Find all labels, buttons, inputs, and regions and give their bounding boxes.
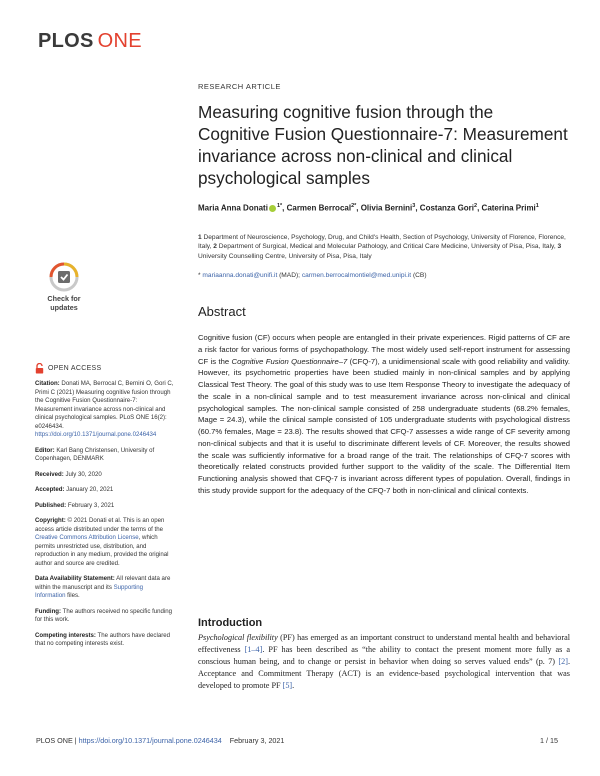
email-link[interactable]: mariaanna.donati@unifi.it (202, 272, 278, 279)
author-name[interactable]: Maria Anna Donati (198, 203, 268, 213)
footer-separator: | (72, 736, 79, 745)
data-availability-label: Data Availability Statement: (35, 575, 115, 582)
affiliation-text: Department of Surgical, Medical and Molecular Pathology, and Critical Care Medicine, University of Pisa, Pisa, Italy, (216, 243, 558, 251)
open-access-text: OPEN ACCESS (48, 365, 102, 372)
footer-date: February 3, 2021 (221, 736, 285, 745)
data-availability-block (35, 575, 175, 601)
published-date: February 3, 2021 (66, 501, 115, 509)
competing-interests-block (35, 632, 175, 649)
accepted-label: Accepted: (35, 486, 65, 493)
reference-link[interactable]: [1–4] (244, 644, 263, 654)
article-type-label: RESEARCH ARTICLE (198, 82, 281, 91)
article-metadata-sidebar (35, 380, 175, 656)
funding-label: Funding: (35, 607, 62, 615)
author-name[interactable]: , Costanza Gori (415, 203, 475, 213)
abstract-text: (CFQ-7), a unidimensional scale with good reliability and validity. However, its psychometric properties have been studied mainly in non-clinical samples and by applying Classical Test Theory. The goal of this study was to use Item Response Theory to investigate the adequacy of the scale in a non-clinical sample and to test measurement invariance across non-clinical and clinical psychological samples. The non-clinical sample consisted of 258 undergraduate students (68.2% females, Mage = 24.3), while the clinical sample consisted of 105 undergraduate students with psychological distress (60.7% females, Mage = 23.8). The results showed that CFQ-7 assesses a wide range of CF severity among non-clinical subjects and that it is useful to discriminate different levels of CF. Moreover, the results showed the scale was sufficiently informative for a broad range of the trait. The relationships of CFQ-7 scores with theoretically related constructs provided further support to the validity of the scale. The Differential Item Functioning analysis showed that CFQ-7 is invariant across different types of population. Overall, findings in this study provide support for the adequacy of the CFQ-7 both in non-clinical and clinical contexts. (198, 356, 571, 495)
abstract-italic-text: Cognitive Fusion Questionnaire–7 (231, 356, 348, 366)
correspondence-star: * (198, 272, 203, 279)
page-number: 1 / 15 (540, 736, 558, 745)
journal-name-one: ONE (97, 30, 142, 52)
check-for-updates-icon (49, 262, 79, 292)
funding-text: The authors received no specific funding for this work. (35, 607, 173, 623)
author-affiliation-number: 3 (412, 203, 416, 209)
correspondence-text: (CB) (411, 272, 427, 279)
intro-italic-text: Psychological flexibility (198, 633, 278, 642)
affiliation-number: 1 (198, 234, 202, 241)
check-for-updates-label (36, 295, 92, 312)
intro-text: (PF) has emerged as an important construct to understand mental health and behavioral effectiveness (198, 633, 570, 654)
author-affiliation-number: 2 (351, 203, 355, 209)
introduction-heading: Introduction (198, 617, 263, 629)
affiliation-number: 3 (557, 243, 562, 251)
citation-label: Citation: (35, 380, 60, 387)
author-name[interactable]: , Caterina Primi (477, 203, 536, 213)
copyright-text: © 2021 Donati et al. This is an open access article distributed under the terms of the (35, 517, 165, 533)
affiliations (198, 233, 570, 261)
author-affiliation-number: 2 (474, 203, 478, 209)
abstract-heading: Abstract (198, 304, 246, 319)
introduction-body (198, 632, 570, 692)
abstract-text: Cognitive fusion (CF) occurs when people are entangled in their private experiences. Rigid patterns of CF are a risk factor for various forms of psychopathology. The most widely used self-report instrument for assessing CF is the (198, 333, 570, 366)
article-title: Measuring cognitive fusion through the Cognitive Fusion Questionnaire-7: Measurement invariance across non-clinical and clinical psychological samples (198, 102, 568, 188)
check-for-updates-badge[interactable] (36, 262, 92, 314)
competing-interests-label: Competing interests: (35, 631, 96, 639)
accepted-date: January 20, 2021 (64, 486, 114, 493)
affiliation-number: 2 (213, 243, 217, 251)
journal-name-plos: PLOS (38, 30, 94, 52)
author-name[interactable]: , Olivia Bernini (356, 203, 413, 213)
copyright-label: Copyright: (35, 517, 66, 524)
doi-link[interactable]: https://doi.org/10.1371/journal.pone.0246434 (35, 431, 157, 438)
affiliation-text: University Counselling Centre, University of Pisa, Pisa, Italy (198, 252, 372, 260)
supporting-information-link[interactable]: Supporting Information (35, 583, 144, 599)
received-label: Received: (35, 470, 64, 478)
orcid-icon[interactable] (269, 205, 276, 212)
intro-text: . PF has been described as “the ability to contact the present moment more fully as a conscious human being, and to change or persist in behavior when doing so serves valued ends” (p. 7) (198, 644, 571, 666)
email-link[interactable]: carmen.berrocalmontiel@med.unipi.it (301, 272, 412, 279)
correspondence-text: (MAD); (277, 272, 302, 279)
correspondence (198, 271, 570, 280)
footer-journal-name: PLOS ONE (36, 736, 73, 745)
corresponding-author-mark: * (354, 203, 357, 209)
competing-interests-text: The authors have declared that no competing interests exist. (35, 631, 171, 647)
author-affiliation-number: 1 (276, 203, 280, 209)
published-label: Published: (35, 501, 67, 509)
received-block (35, 471, 175, 480)
copyright-block (35, 517, 175, 568)
citation-block (35, 380, 175, 440)
funding-block (35, 608, 175, 625)
journal-logo[interactable] (38, 30, 142, 53)
author-list (198, 201, 558, 214)
editor-text: Karl Bang Christensen, University of Copenhagen, DENMARK (35, 446, 155, 462)
check-for-updates-line: updates (50, 302, 78, 312)
affiliation-text: Department of Neuroscience, Psychology, Drug, and Child's Health, Section of Psychology, University of Florence, Florence, Italy, (198, 234, 566, 251)
accepted-block (35, 486, 175, 495)
intro-text: . (292, 680, 295, 690)
open-lock-icon (35, 363, 44, 374)
received-date: July 30, 2020 (63, 470, 102, 478)
editor-label: Editor: (35, 446, 55, 454)
author-affiliation-number: 1 (535, 203, 539, 209)
reference-link[interactable]: [2] (558, 656, 568, 666)
author-name[interactable]: , Carmen Berrocal (282, 203, 352, 213)
published-block (35, 502, 175, 511)
data-availability-text: All relevant data are within the manuscript and its (35, 575, 171, 591)
abstract-body (198, 332, 570, 497)
editor-block (35, 447, 175, 464)
intro-text: . Acceptance and Commitment Therapy (ACT) is an evidence-based psychological intervention that was developed to promote PF (198, 656, 570, 690)
copyright-text: , which permits unrestricted use, distribution, and reproduction in any medium, provided the original author and source are credited. (35, 534, 169, 567)
open-access-label (35, 363, 101, 374)
page-footer (36, 736, 284, 745)
check-for-updates-line: Check for (47, 294, 81, 303)
citation-text: Donati MA, Berrocal C, Bernini O, Gori C, Primi C (2021) Measuring cognitive fusion through the Cognitive Fusion Questionnaire-7: Measurement invariance across non-clinical and clinical psychological samples. PLoS ONE 16(2): e0246434. (35, 380, 174, 430)
license-link[interactable]: Creative Commons Attribution License (35, 534, 139, 541)
reference-link[interactable]: [5] (282, 680, 293, 690)
data-availability-text: files. (65, 592, 80, 599)
footer-doi-link[interactable]: https://doi.org/10.1371/journal.pone.0246434 (78, 736, 222, 745)
corresponding-author-mark: * (280, 203, 283, 209)
